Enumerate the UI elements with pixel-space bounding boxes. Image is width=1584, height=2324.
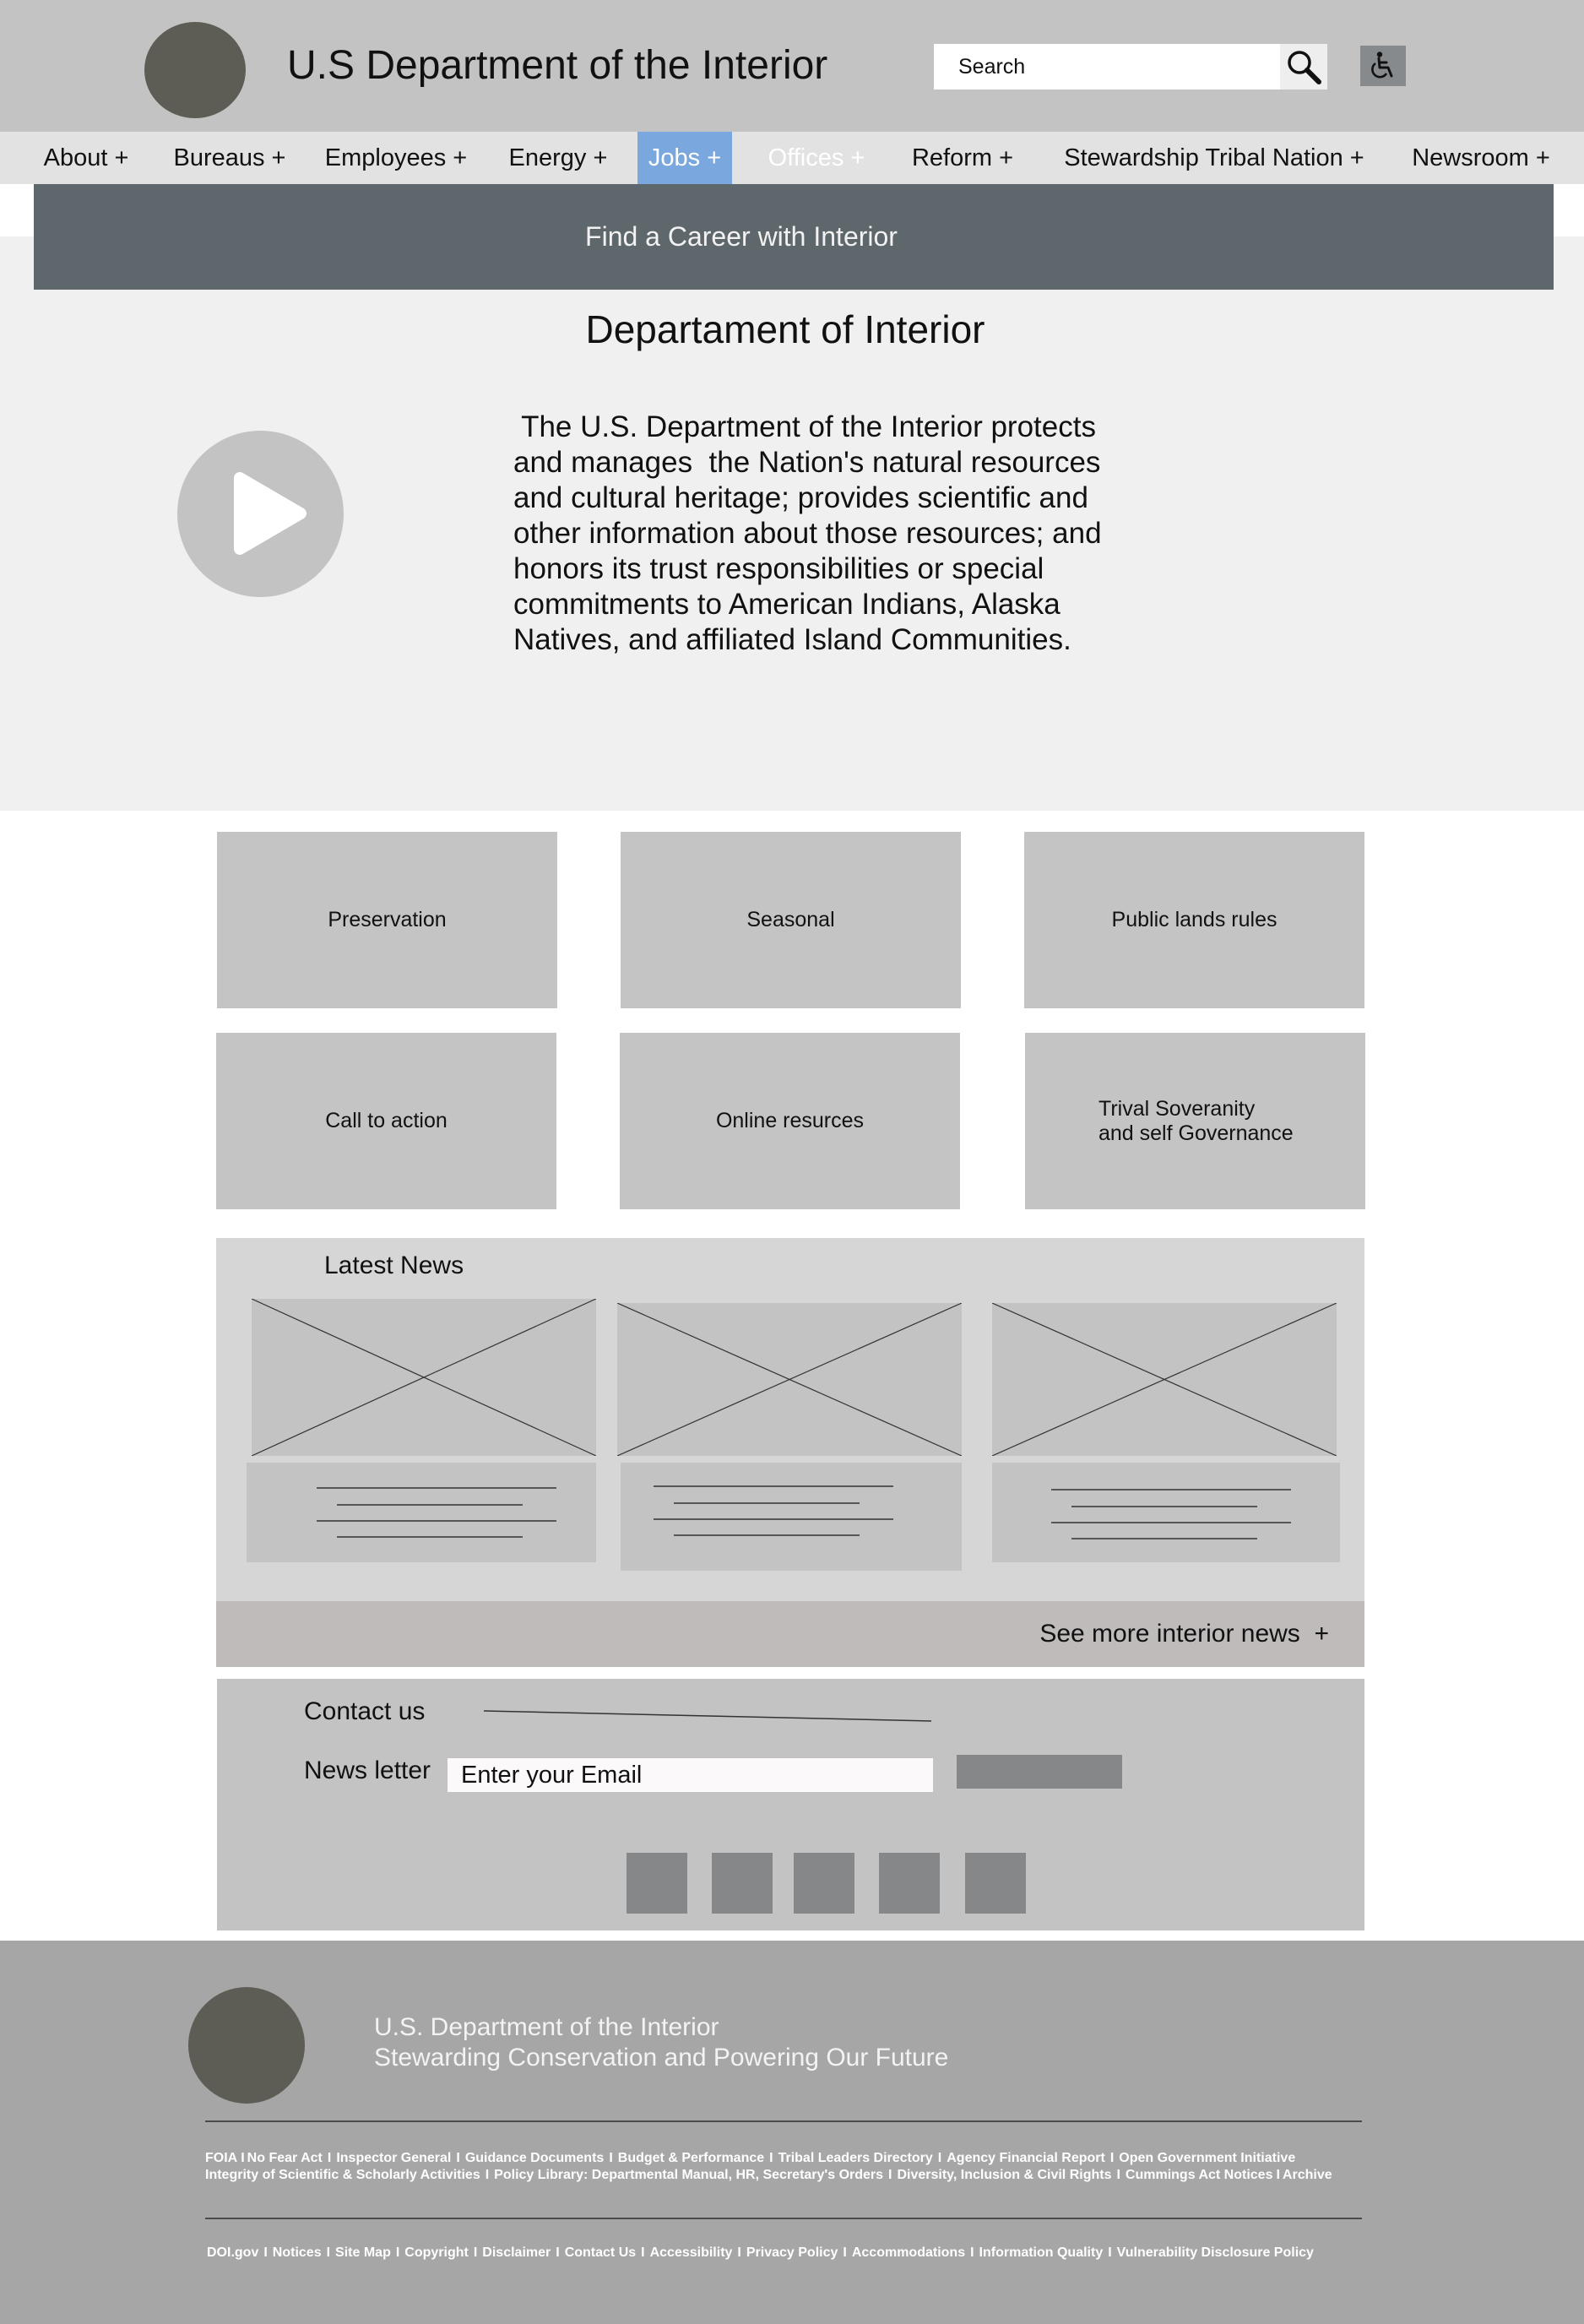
search-button[interactable]	[1280, 44, 1327, 90]
footer-org-name: U.S. Department of the Interior	[374, 2013, 719, 2041]
footer-link-separator: I	[485, 2168, 490, 2182]
wheelchair-icon	[1368, 51, 1398, 81]
footer-link-separator: I	[473, 2245, 478, 2260]
card-label-line: and self Governance	[1098, 1121, 1294, 1145]
footer-divider	[205, 2120, 1362, 2122]
card-label: Seasonal	[746, 908, 835, 931]
card-tribal-sovereignty[interactable]	[1025, 1033, 1365, 1209]
newsletter-label: News letter	[304, 1757, 431, 1784]
card-label	[1098, 1097, 1294, 1146]
social-icon-5[interactable]	[965, 1853, 1026, 1914]
footer-link[interactable]: DOI.gov	[207, 2245, 259, 2260]
card-label: Call to action	[325, 1109, 448, 1132]
social-icon-4[interactable]	[879, 1853, 940, 1914]
footer-link-separator: I	[1116, 2168, 1120, 2182]
footer-link-separator: I	[737, 2245, 741, 2260]
footer-link-separator: I	[1108, 2245, 1112, 2260]
newsletter-subscribe-button[interactable]	[957, 1755, 1122, 1789]
news-text-placeholder[interactable]	[992, 1463, 1340, 1562]
hero-description-line: and manages the Nation's natural resources	[513, 446, 1101, 479]
footer-link[interactable]: Archive	[1282, 2168, 1332, 2182]
footer-link[interactable]: Agency Financial Report	[947, 2151, 1105, 2165]
footer-link[interactable]: Vulnerability Disclosure Policy	[1116, 2245, 1314, 2260]
card-label-line: Trival Soveranity	[1098, 1096, 1256, 1121]
footer-link-separator: I	[326, 2245, 331, 2260]
site-title: U.S Department of the Interior	[287, 43, 828, 88]
footer-link-separator: I	[456, 2151, 460, 2165]
footer-tagline: Stewarding Conservation and Powering Our Future	[374, 2044, 949, 2072]
hero-description-line: Natives, and affiliated Island Communities.	[513, 623, 1071, 656]
career-banner[interactable]	[34, 184, 1554, 290]
footer-link[interactable]: Privacy Policy	[746, 2245, 838, 2260]
nav-item-bureaus[interactable]: Bureaus +	[173, 144, 286, 171]
social-icon-2[interactable]	[712, 1853, 773, 1914]
card-public-lands-rules[interactable]	[1024, 832, 1364, 1008]
card-label: Online resurces	[715, 1109, 865, 1132]
footer-divider	[205, 2218, 1362, 2219]
footer-logo[interactable]	[188, 1987, 305, 2104]
footer-link[interactable]: FOIA	[205, 2151, 238, 2165]
hero-description-line: commitments to American Indians, Alaska	[513, 588, 1061, 621]
footer-link-separator: I	[843, 2245, 847, 2260]
see-more-news-bar	[216, 1601, 1364, 1667]
footer-link[interactable]: Tribal Leaders Directory	[778, 2151, 933, 2165]
footer-link[interactable]: Notices	[272, 2245, 322, 2260]
main-nav	[0, 132, 1584, 184]
play-icon	[177, 431, 344, 597]
footer-link-separator: I	[1109, 2151, 1115, 2165]
footer-link-separator: I	[609, 2151, 613, 2165]
footer-link-separator: I	[263, 2245, 268, 2260]
site-logo[interactable]	[144, 22, 246, 118]
nav-item-newsroom[interactable]: Newsroom +	[1412, 144, 1550, 171]
text-lines-placeholder	[992, 1463, 1340, 1562]
news-image-placeholder[interactable]	[992, 1303, 1337, 1456]
footer-link[interactable]: Accommodations	[851, 2245, 966, 2260]
card-label: Preservation	[328, 908, 447, 931]
news-text-placeholder[interactable]	[247, 1463, 596, 1562]
text-lines-placeholder	[247, 1463, 596, 1562]
footer-link-separator: I	[970, 2245, 974, 2260]
footer-link-separator: I	[556, 2245, 560, 2260]
card-label: Public lands rules	[1111, 908, 1278, 931]
see-more-news-link[interactable]: See more interior news +	[1039, 1620, 1329, 1648]
accessibility-button[interactable]	[1360, 46, 1406, 86]
footer-link[interactable]: Policy Library: Departmental Manual, HR, Secretary's Orders	[494, 2168, 884, 2182]
footer-link-separator: I	[769, 2151, 773, 2165]
social-icon-3[interactable]	[794, 1853, 854, 1914]
video-play-button[interactable]	[177, 431, 344, 597]
nav-item-reform[interactable]: Reform +	[911, 144, 1014, 171]
contact-us-label[interactable]: Contact us	[304, 1697, 426, 1725]
nav-item-offices[interactable]: Offices +	[768, 144, 865, 171]
latest-news-title: Latest News	[324, 1252, 464, 1279]
nav-item-stewardship-tribal-nation[interactable]: Stewardship Tribal Nation +	[1064, 144, 1364, 171]
nav-item-energy[interactable]: Energy +	[508, 144, 608, 171]
footer-link-separator: I	[327, 2151, 332, 2165]
footer-link[interactable]: Cummings Act Notices	[1125, 2168, 1273, 2182]
footer-link[interactable]: No Fear Act	[247, 2151, 323, 2165]
footer-link[interactable]: Accessibility	[649, 2245, 733, 2260]
news-text-placeholder[interactable]	[621, 1463, 962, 1571]
card-call-to-action[interactable]	[216, 1033, 556, 1209]
nav-item-jobs[interactable]: Jobs +	[637, 132, 732, 184]
footer-links-row	[205, 2168, 1332, 2183]
footer-link-separator: I	[937, 2151, 942, 2165]
footer-link-separator: I	[641, 2245, 645, 2260]
card-online-resources[interactable]	[620, 1033, 960, 1209]
card-preservation[interactable]	[217, 832, 557, 1008]
news-image-placeholder[interactable]	[252, 1299, 596, 1456]
image-placeholder-icon	[617, 1303, 962, 1456]
footer-link[interactable]: Disclaimer	[482, 2245, 551, 2260]
footer-link[interactable]: Inspector General	[336, 2151, 452, 2165]
footer-link[interactable]: Open Government Initiative	[1119, 2151, 1296, 2165]
hero-description-line: honors its trust responsibilities or special	[513, 552, 1044, 585]
footer-links-row	[205, 2151, 1295, 2166]
hero-description	[513, 410, 1155, 658]
magnifier-icon	[1285, 48, 1322, 85]
hero-title: Departament of Interior	[585, 307, 985, 351]
footer-link[interactable]: Site Map	[335, 2245, 391, 2260]
footer-link[interactable]: Copyright	[404, 2245, 469, 2260]
footer-link[interactable]: Information Quality	[979, 2245, 1104, 2260]
footer-link[interactable]: Budget & Performance	[617, 2151, 765, 2165]
image-placeholder-icon	[252, 1299, 596, 1456]
footer-link[interactable]: Guidance Documents	[464, 2151, 605, 2165]
footer-link[interactable]: Integrity of Scientific & Scholarly Activities	[205, 2168, 480, 2182]
hero-description-line: and cultural heritage; provides scientific and	[513, 481, 1088, 514]
social-icon-1[interactable]	[627, 1853, 687, 1914]
nav-item-about[interactable]: About +	[43, 144, 129, 171]
card-seasonal[interactable]	[621, 832, 961, 1008]
footer-link[interactable]: Diversity, Inclusion & Civil Rights	[897, 2168, 1112, 2182]
newsletter-email-input[interactable]	[448, 1758, 933, 1792]
search-input[interactable]	[934, 44, 1278, 90]
footer-link-separator: I	[888, 2168, 892, 2182]
hero-description-line: The U.S. Department of the Interior protects	[513, 410, 1096, 443]
footer-link-separator: I	[395, 2245, 400, 2260]
footer-link-separator: I	[1276, 2168, 1280, 2182]
image-placeholder-icon	[992, 1303, 1337, 1456]
footer-link[interactable]: Contact Us	[564, 2245, 637, 2260]
hero-description-line: other information about those resources; and	[513, 517, 1102, 550]
nav-item-employees[interactable]: Employees +	[324, 144, 468, 171]
footer-link-separator: I	[241, 2151, 245, 2165]
text-lines-placeholder	[621, 1463, 962, 1571]
news-image-placeholder[interactable]	[617, 1303, 962, 1456]
search-bar	[934, 44, 1327, 90]
contact-divider-line	[484, 1706, 931, 1726]
footer-links-row	[207, 2245, 1314, 2261]
career-banner-text: Find a Career with Interior	[585, 221, 898, 252]
